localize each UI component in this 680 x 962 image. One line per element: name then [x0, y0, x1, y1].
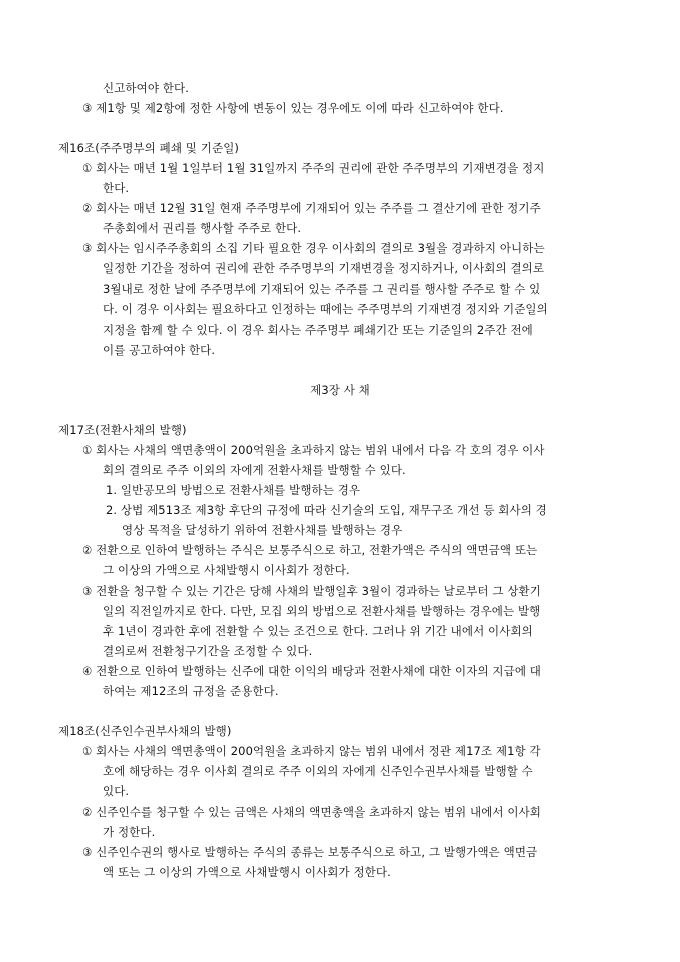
- text-line: ③ 신주인수권의 행사로 발행하는 주식의 종류는 보통주식으로 하고, 그 발행가액은 액면금: [82, 845, 538, 859]
- text-line: 1. 일반공모의 방법으로 전환사채를 발행하는 경우: [106, 483, 361, 497]
- text-line: ① 회사는 매년 1월 1일부터 1월 31일까지 주주의 권리에 관한 주주명부의 기재변경을 정지: [82, 161, 545, 175]
- text-line: 영상 목적을 달성하기 위하여 전환사채를 발행하는 경우: [122, 523, 403, 537]
- text-line: 다. 이 경우 이사회는 필요하다고 인정하는 때에는 주주명부의 기재변경 정지와 기준일의: [103, 302, 548, 316]
- text-line: 후 1년이 경과한 후에 전환할 수 있는 조건으로 한다. 그러나 위 기간 내에서 이사회의: [103, 624, 533, 638]
- text-line: ④ 전환으로 인하여 발행하는 신주에 대한 이익의 배당과 전환사채에 대한 이자의 지급에 대: [82, 664, 541, 678]
- chapter-title: 제3장 사 채: [310, 383, 370, 397]
- text-line: ① 회사는 사채의 액면총액이 200억원을 초과하지 않는 범위 내에서 정관 제17조 제1항 각: [82, 744, 541, 758]
- text-line: 회의 결의로 주주 이외의 자에게 전환사채를 발행할 수 있다.: [103, 463, 406, 477]
- text-line: ② 회사는 매년 12월 31일 현재 주주명부에 기재되어 있는 주주를 그 결산기에 관한 정기주: [82, 201, 541, 215]
- text-line: ① 회사는 사채의 액면총액이 200억원을 초과하지 않는 범위 내에서 다음 각 호의 경우 이사: [82, 443, 545, 457]
- text-line: ③ 제1항 및 제2항에 정한 사항에 변동이 있는 경우에도 이에 따라 신고하여야 한다.: [82, 101, 504, 115]
- text-line: 한다.: [103, 181, 130, 195]
- text-line: 결의로써 전환청구기간을 조정할 수 있다.: [103, 644, 313, 658]
- text-line: 일정한 기간을 정하여 권리에 관한 주주명부의 기재변경을 정지하거나, 이사회의 결의로: [103, 261, 545, 275]
- text-line: ③ 회사는 임시주주총회의 소집 기타 필요한 경우 이사회의 결의로 3월을 경과하지 아니하는: [82, 241, 545, 255]
- text-line: 주총회에서 권리를 행사할 주주로 한다.: [103, 221, 302, 235]
- text-line: 일의 직전일까지로 한다. 다만, 모집 외의 방법으로 전환사채를 발행하는 경우에는 발행: [103, 604, 541, 618]
- text-line: 지정을 함께 할 수 있다. 이 경우 회사는 주주명부 폐쇄기간 또는 기준일의 2주간 전에: [103, 323, 533, 337]
- text-line: ② 신주인수를 청구할 수 있는 금액은 사채의 액면총액을 초과하지 않는 범위 내에서 이사회: [82, 805, 541, 819]
- text-line: 그 이상의 가액으로 사채발행시 이사회가 정한다.: [103, 563, 350, 577]
- text-line: ② 전환으로 인하여 발행하는 주식은 보통주식으로 하고, 전환가액은 주식의 액면금액 또는: [82, 543, 538, 557]
- text-line: 액 또는 그 이상의 가액으로 사채발행시 이사회가 정한다.: [103, 865, 391, 879]
- text-line: 가 정한다.: [103, 825, 156, 839]
- article-heading: 제16조(주주명부의 폐쇄 및 기준일): [58, 141, 239, 155]
- text-line: 3월내로 정한 날에 주주명부에 기재되어 있는 주주를 그 권리를 행사할 주주로 할 수 있: [103, 282, 541, 296]
- text-line: ③ 전환을 청구할 수 있는 기간은 당해 사채의 발행일후 3월이 경과하는 날로부터 그 상환기: [82, 584, 541, 598]
- article-heading: 제18조(신주인수권부사채의 발행): [58, 724, 232, 738]
- article-heading: 제17조(전환사채의 발행): [58, 423, 187, 437]
- text-line: 하여는 제12조의 규정을 준용한다.: [103, 684, 279, 698]
- text-line: 신고하여야 한다.: [103, 81, 189, 95]
- text-line: 이를 공고하여야 한다.: [103, 343, 216, 357]
- text-line: 있다.: [103, 784, 130, 798]
- text-line: 2. 상법 제513조 제3항 후단의 규정에 따라 신기술의 도입, 재무구조 개선 등 회사의 경: [106, 503, 547, 517]
- text-line: 호에 해당하는 경우 이사회 결의로 주주 이외의 자에게 신주인수권부사채를 발행할 수: [103, 764, 533, 778]
